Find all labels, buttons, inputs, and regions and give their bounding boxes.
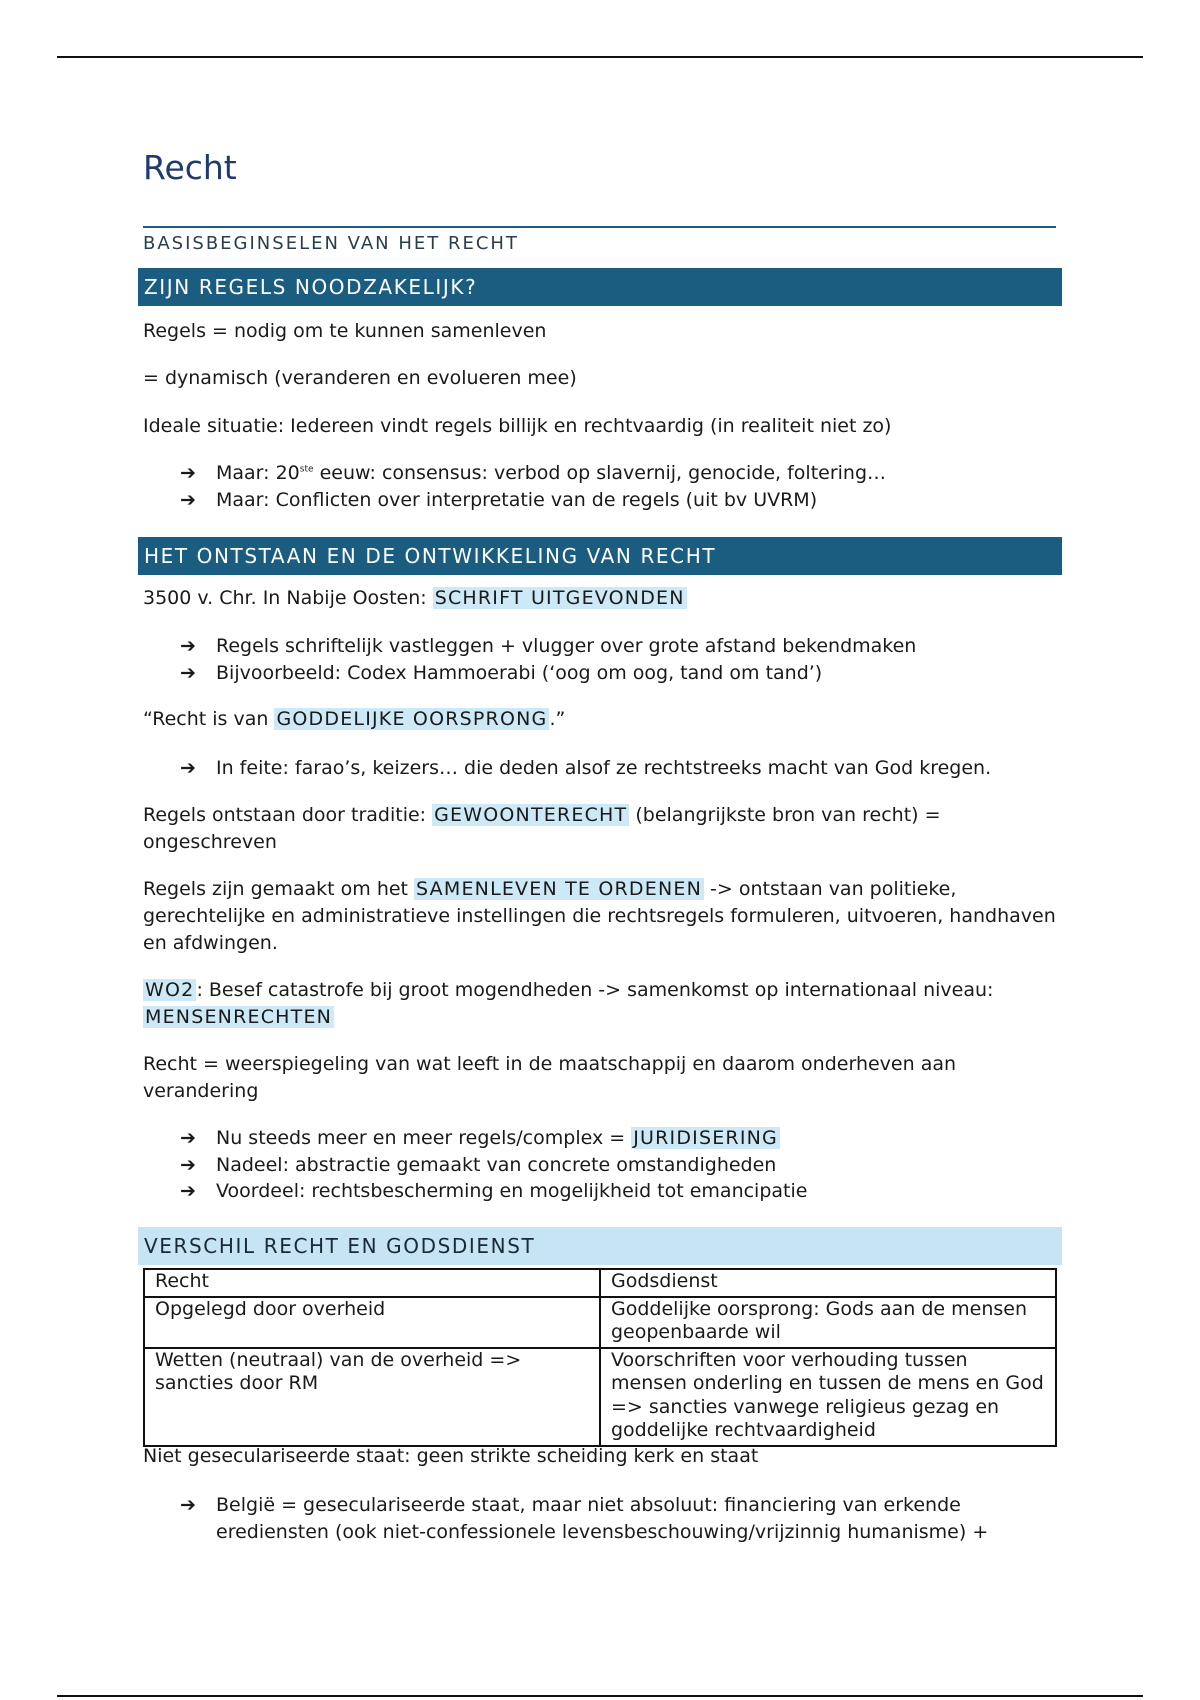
table-row: [144, 1297, 1056, 1348]
list-item: ➔ Bijvoorbeeld: Codex Hammoerabi (‘oog om oog, tand om tand’): [180, 660, 1060, 687]
paragraph: = dynamisch (veranderen en evolueren mee): [143, 367, 577, 389]
highlight: JURIDISERING: [633, 1127, 778, 1149]
list-item: ➔ Regels schriftelijk vastleggen + vlugger over grote afstand bekendmaken: [180, 633, 1060, 660]
arrow-right-icon: ➔: [180, 661, 196, 684]
arrow-right-icon: ➔: [180, 1153, 196, 1176]
page-title: Recht: [143, 148, 237, 187]
highlight: MENSENRECHTEN: [145, 1006, 333, 1028]
paragraph: Regels zijn gemaakt om het SAMENLEVEN TE ORDENEN -> ontstaan van politieke, gerechtelijke en administratieve instellingen die rechtsregels formuleren, uitvoeren, handhaven en afdwingen.: [143, 878, 1056, 954]
highlight: SCHRIFT UITGEVONDEN: [434, 587, 685, 609]
arrow-right-icon: ➔: [180, 1127, 196, 1149]
list-item: ➔ België = geseculariseerde staat, maar niet absoluut: financiering van erkende erediensten (ook niet-confessionele levensbeschouwing/vrijzinnig humanisme) +: [180, 1494, 989, 1543]
paragraph: 3500 v. Chr. In Nabije Oosten: SCHRIFT UITGEVONDEN: [143, 587, 685, 609]
section-heading-regels: ZIJN REGELS NOODZAKELIJK?: [138, 268, 1062, 306]
list-item: ➔ In feite: farao’s, keizers… die deden alsof ze rechtstreeks macht van God kregen.: [180, 755, 1060, 782]
list-item: ➔ Nu steeds meer en meer regels/complex = JURIDISERING: [180, 1125, 1060, 1152]
table-cell: Wetten (neutraal) van de overheid => sancties door RM: [144, 1348, 600, 1446]
subtitle-divider: [143, 226, 1056, 228]
table-header-cell: Godsdienst: [600, 1269, 1056, 1297]
bullet-list: [180, 633, 1060, 686]
list-item: ➔ Maar: Conflicten over interpretatie van de regels (uit bv UVRM): [180, 487, 1060, 514]
paragraph: Recht = weerspiegeling van wat leeft in de maatschappij en daarom onderheven aan verandering: [143, 1053, 957, 1102]
page-subtitle: BASISBEGINSELEN VAN HET RECHT: [143, 233, 519, 254]
highlight: WO2: [145, 979, 195, 1001]
paragraph: Regels ontstaan door traditie: GEWOONTERECHT (belangrijkste bron van recht) = ongeschreven: [143, 804, 941, 853]
bullet-list: [180, 1125, 1060, 1205]
comparison-table: [143, 1268, 1057, 1447]
list-item: ➔ Voordeel: rechtsbescherming en mogelijkheid tot emancipatie: [180, 1178, 1060, 1205]
bullet-list: [180, 755, 1060, 782]
section-heading-ontstaan: HET ONTSTAAN EN DE ONTWIKKELING VAN RECHT: [138, 537, 1062, 575]
paragraph: “Recht is van GODDELIJKE OORSPRONG .”: [143, 708, 566, 730]
list-item: ➔ Nadeel: abstractie gemaakt van concrete omstandigheden: [180, 1152, 1060, 1179]
bullet-list: [180, 460, 1060, 513]
highlight: GEWOONTERECHT: [434, 804, 628, 826]
paragraph: Niet geseculariseerde staat: geen strikte scheiding kerk en staat: [143, 1445, 759, 1467]
arrow-right-icon: ➔: [180, 1494, 196, 1516]
arrow-right-icon: ➔: [180, 757, 196, 779]
arrow-right-icon: ➔: [180, 635, 196, 657]
paragraph: Ideale situatie: Iedereen vindt regels billijk en rechtvaardig (in realiteit niet zo): [143, 415, 892, 437]
table-header-cell: Recht: [144, 1269, 600, 1297]
table-cell: Goddelijke oorsprong: Gods aan de mensen geopenbaarde wil: [600, 1297, 1056, 1348]
table-cell: Voorschriften voor verhouding tussen mensen onderling en tussen de mens en God => sancties vanwege religieus gezag en goddelijke rechtvaardigheid: [600, 1348, 1056, 1446]
section-heading-verschil: VERSCHIL RECHT EN GODSDIENST: [138, 1227, 1062, 1265]
arrow-right-icon: ➔: [180, 488, 196, 511]
list-item: ➔ Maar: 20ste eeuw: consensus: verbod op slavernij, genocide, foltering…: [180, 460, 1060, 487]
table-cell: Opgelegd door overheid: [144, 1297, 600, 1348]
paragraph: Regels = nodig om te kunnen samenleven: [143, 320, 547, 342]
bullet-list: [180, 1492, 1060, 1545]
paragraph: WO2 : Besef catastrofe bij groot mogendheden -> samenkomst op internationaal niveau: MENSENRECHTEN: [145, 979, 994, 1028]
highlight: SAMENLEVEN TE ORDENEN: [416, 878, 702, 900]
header-rule: [57, 56, 1143, 58]
table-row: [144, 1348, 1056, 1446]
arrow-right-icon: ➔: [180, 1180, 196, 1202]
footer-rule: [57, 1695, 1143, 1697]
arrow-right-icon: ➔: [180, 462, 196, 484]
highlight: GODDELIJKE OORSPRONG: [276, 708, 548, 730]
table-header-row: [144, 1269, 1056, 1297]
